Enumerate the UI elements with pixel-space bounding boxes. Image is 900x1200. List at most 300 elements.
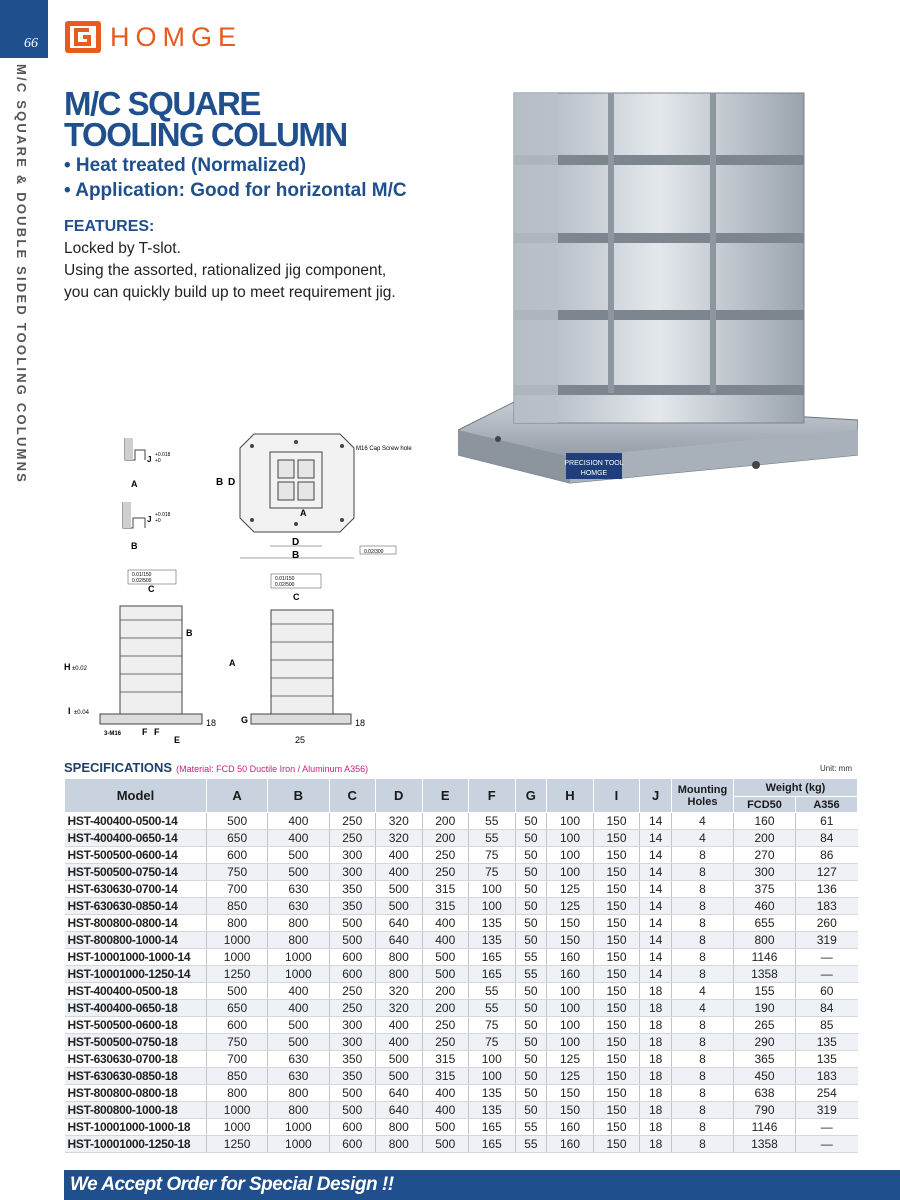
table-cell: 18 [640, 1017, 672, 1034]
col-a356: A356 [796, 797, 858, 813]
table-cell: 254 [796, 1085, 858, 1102]
side-section-title: M/C SQUARE & DOUBLE SIDED TOOLING COLUMNS [14, 64, 29, 485]
table-cell: 50 [515, 1102, 547, 1119]
table-cell: 400 [376, 1017, 423, 1034]
table-cell: 500 [329, 1085, 376, 1102]
svg-text:H: H [64, 662, 71, 672]
side-view-drawing-left [60, 568, 220, 748]
table-cell: 150 [593, 881, 640, 898]
table-cell: 55 [469, 1000, 516, 1017]
table-cell: 850 [207, 898, 268, 915]
table-cell: 8 [672, 898, 734, 915]
table-cell: 55 [515, 949, 547, 966]
col-model: Model [65, 779, 207, 813]
table-cell: 8 [672, 881, 734, 898]
table-row [65, 898, 858, 915]
svg-text:25: 25 [295, 735, 306, 745]
table-cell: 135 [796, 1034, 858, 1051]
table-cell: 600 [329, 949, 376, 966]
table-cell: 100 [469, 881, 516, 898]
table-cell: 800 [268, 1102, 329, 1119]
table-cell: 250 [329, 983, 376, 1000]
table-cell: 200 [734, 830, 796, 847]
table-cell: 50 [515, 898, 547, 915]
table-cell: 55 [469, 830, 516, 847]
table-cell: 500 [422, 1136, 469, 1153]
table-cell: 100 [469, 1051, 516, 1068]
table-cell: 61 [796, 813, 858, 830]
table-row [65, 864, 858, 881]
table-cell: 150 [593, 830, 640, 847]
table-cell: — [796, 1136, 858, 1153]
col-a: A [207, 779, 268, 813]
spec-material: (Material: FCD 50 Ductile Iron / Aluminum A356) [176, 764, 369, 774]
page-number: 66 [0, 0, 48, 58]
table-cell: 75 [469, 864, 516, 881]
table-cell: 1000 [207, 932, 268, 949]
spec-table [64, 778, 858, 1153]
table-cell: 250 [422, 864, 469, 881]
table-cell: 800 [376, 1136, 423, 1153]
table-cell: 75 [469, 847, 516, 864]
table-row [65, 830, 858, 847]
table-cell: 50 [515, 830, 547, 847]
svg-text:+0: +0 [155, 458, 161, 464]
table-cell: 150 [593, 1136, 640, 1153]
feature-line: Locked by T-slot. [64, 240, 181, 257]
col-c: C [329, 779, 376, 813]
table-cell: 86 [796, 847, 858, 864]
table-cell: 400 [422, 1102, 469, 1119]
table-cell: 160 [734, 813, 796, 830]
table-cell: 183 [796, 898, 858, 915]
cell-model: HST-630630-0850-18 [65, 1068, 207, 1085]
svg-text:B: B [216, 477, 224, 488]
table-cell: 300 [329, 847, 376, 864]
plate-brand: HOMGE [580, 470, 608, 477]
top-view-drawing [212, 430, 432, 560]
table-cell: 18 [640, 1119, 672, 1136]
table-cell: 500 [329, 915, 376, 932]
table-cell: 500 [376, 881, 423, 898]
svg-text:M16 Cap Screw hole: M16 Cap Screw hole [356, 446, 412, 452]
svg-text:+0: +0 [155, 518, 161, 524]
svg-text:C: C [148, 584, 155, 594]
table-cell: 640 [376, 932, 423, 949]
table-cell: 14 [640, 813, 672, 830]
brand-wordmark: HOMGE [110, 22, 243, 52]
table-cell: 14 [640, 830, 672, 847]
table-cell: 650 [207, 1000, 268, 1017]
table-cell: 375 [734, 881, 796, 898]
table-cell: 800 [376, 1119, 423, 1136]
table-cell: 14 [640, 966, 672, 983]
table-cell: 600 [329, 1136, 376, 1153]
table-cell: 50 [515, 864, 547, 881]
table-cell: 135 [469, 1102, 516, 1119]
table-cell: 500 [422, 1119, 469, 1136]
table-cell: 400 [422, 932, 469, 949]
table-cell: 638 [734, 1085, 796, 1102]
table-cell: 1000 [207, 1119, 268, 1136]
table-cell: 600 [207, 847, 268, 864]
table-cell: 50 [515, 881, 547, 898]
cell-model: HST-500500-0750-18 [65, 1034, 207, 1051]
table-cell: 18 [640, 1034, 672, 1051]
table-cell: 630 [268, 898, 329, 915]
table-cell: 18 [640, 983, 672, 1000]
cell-model: HST-800800-1000-18 [65, 1102, 207, 1119]
table-cell: 150 [547, 1085, 594, 1102]
table-cell: 1358 [734, 966, 796, 983]
table-cell: 100 [547, 1034, 594, 1051]
table-cell: 350 [329, 898, 376, 915]
table-cell: 14 [640, 915, 672, 932]
table-cell: 160 [547, 966, 594, 983]
col-f: F [469, 779, 516, 813]
table-cell: 350 [329, 1068, 376, 1085]
table-cell: 8 [672, 966, 734, 983]
table-cell: 50 [515, 1034, 547, 1051]
table-cell: 700 [207, 1051, 268, 1068]
table-cell: 55 [515, 1136, 547, 1153]
table-row [65, 966, 858, 983]
table-cell: 165 [469, 949, 516, 966]
table-cell: 250 [329, 830, 376, 847]
table-cell: 84 [796, 1000, 858, 1017]
table-cell: 500 [207, 983, 268, 1000]
table-row [65, 813, 858, 830]
feature-line: you can quickly build up to meet requirement jig. [64, 284, 396, 301]
table-cell: — [796, 1119, 858, 1136]
table-cell: 150 [593, 983, 640, 1000]
table-cell: 400 [422, 1085, 469, 1102]
table-cell: 800 [207, 1085, 268, 1102]
table-cell: 800 [734, 932, 796, 949]
table-cell: 400 [268, 983, 329, 1000]
svg-text:I: I [68, 706, 71, 716]
table-cell: 165 [469, 1136, 516, 1153]
cell-model: HST-800800-0800-14 [65, 915, 207, 932]
table-cell: 315 [422, 898, 469, 915]
table-cell: 150 [593, 1051, 640, 1068]
table-cell: 460 [734, 898, 796, 915]
table-cell: 50 [515, 932, 547, 949]
table-cell: 18 [640, 1085, 672, 1102]
tslot-detail-drawing [105, 430, 205, 560]
table-cell: 8 [672, 847, 734, 864]
title-line-1: M/C SQUARE [64, 85, 260, 122]
cell-model: HST-10001000-1000-18 [65, 1119, 207, 1136]
table-cell: 800 [376, 949, 423, 966]
svg-text:G: G [241, 715, 249, 725]
cell-model: HST-630630-0850-14 [65, 898, 207, 915]
table-row [65, 932, 858, 949]
table-cell: 50 [515, 1068, 547, 1085]
table-cell: 500 [329, 932, 376, 949]
table-cell: 1000 [207, 1102, 268, 1119]
table-cell: 600 [329, 966, 376, 983]
table-cell: 18 [640, 1000, 672, 1017]
table-cell: 500 [268, 864, 329, 881]
table-cell: 50 [515, 1000, 547, 1017]
spec-table-body [65, 813, 858, 1153]
table-cell: 8 [672, 1102, 734, 1119]
table-cell: 160 [547, 1119, 594, 1136]
table-cell: 8 [672, 864, 734, 881]
table-cell: 18 [640, 1068, 672, 1085]
table-cell: 50 [515, 983, 547, 1000]
table-cell: 150 [593, 932, 640, 949]
table-cell: 14 [640, 864, 672, 881]
col-d: D [376, 779, 423, 813]
svg-text:B: B [186, 628, 193, 638]
col-g: G [515, 779, 547, 813]
table-cell: 50 [515, 1085, 547, 1102]
svg-text:J: J [147, 515, 152, 524]
table-cell: 150 [593, 1068, 640, 1085]
table-cell: 55 [515, 966, 547, 983]
table-cell: 150 [593, 864, 640, 881]
table-cell: 800 [207, 915, 268, 932]
table-cell: 8 [672, 932, 734, 949]
table-cell: 250 [329, 1000, 376, 1017]
table-cell: 320 [376, 830, 423, 847]
svg-text:±0.04: ±0.04 [74, 710, 89, 716]
col-mounting-holes: Mounting Holes [672, 779, 734, 813]
table-cell: 319 [796, 932, 858, 949]
table-cell: 200 [422, 813, 469, 830]
table-cell: 14 [640, 847, 672, 864]
table-cell: 150 [593, 813, 640, 830]
table-cell: 75 [469, 1034, 516, 1051]
table-cell: 8 [672, 1119, 734, 1136]
cell-model: HST-500500-0600-14 [65, 847, 207, 864]
svg-text:±0.02: ±0.02 [72, 666, 87, 672]
table-row [65, 1000, 858, 1017]
table-cell: 790 [734, 1102, 796, 1119]
table-cell: 630 [268, 1051, 329, 1068]
table-row [65, 1068, 858, 1085]
table-cell: 1000 [268, 1136, 329, 1153]
cell-model: HST-10001000-1250-14 [65, 966, 207, 983]
table-cell: 319 [796, 1102, 858, 1119]
table-cell: 4 [672, 830, 734, 847]
table-cell: 270 [734, 847, 796, 864]
table-cell: 100 [547, 983, 594, 1000]
table-cell: 150 [593, 949, 640, 966]
table-cell: 700 [207, 881, 268, 898]
bullet-application: • Application: Good for horizontal M/C [64, 180, 407, 201]
col-h: H [547, 779, 594, 813]
table-row [65, 1102, 858, 1119]
table-cell: 350 [329, 881, 376, 898]
table-cell: 400 [376, 1034, 423, 1051]
col-i: I [593, 779, 640, 813]
cell-model: HST-10001000-1250-18 [65, 1136, 207, 1153]
svg-text:0.02/300: 0.02/300 [364, 549, 384, 555]
table-cell: 50 [515, 813, 547, 830]
table-row [65, 1034, 858, 1051]
table-cell: 1146 [734, 1119, 796, 1136]
table-cell: 1000 [268, 949, 329, 966]
table-cell: 350 [329, 1051, 376, 1068]
svg-text:F: F [154, 727, 160, 737]
table-cell: 250 [422, 1017, 469, 1034]
table-cell: 85 [796, 1017, 858, 1034]
table-cell: 135 [469, 932, 516, 949]
table-cell: 165 [469, 1119, 516, 1136]
table-cell: 630 [268, 881, 329, 898]
bullet-heat-treated: • Heat treated (Normalized) [64, 155, 307, 176]
table-cell: 14 [640, 932, 672, 949]
table-cell: 500 [207, 813, 268, 830]
table-cell: 500 [268, 847, 329, 864]
cell-model: HST-800800-0800-18 [65, 1085, 207, 1102]
table-cell: 50 [515, 847, 547, 864]
table-cell: 1146 [734, 949, 796, 966]
table-cell: 630 [268, 1068, 329, 1085]
svg-text:18: 18 [206, 718, 217, 728]
table-cell: 50 [515, 915, 547, 932]
table-cell: 14 [640, 898, 672, 915]
table-cell: 1000 [268, 966, 329, 983]
table-cell: 4 [672, 1000, 734, 1017]
page-title [64, 85, 347, 153]
svg-text:J: J [147, 455, 152, 464]
table-row [65, 1085, 858, 1102]
svg-text:A: A [229, 658, 236, 668]
table-cell: 250 [329, 813, 376, 830]
table-cell: — [796, 949, 858, 966]
table-cell: 500 [268, 1017, 329, 1034]
table-cell: 18 [640, 1102, 672, 1119]
table-cell: 640 [376, 915, 423, 932]
table-cell: 320 [376, 813, 423, 830]
table-row [65, 1119, 858, 1136]
table-cell: 850 [207, 1068, 268, 1085]
table-cell: 60 [796, 983, 858, 1000]
table-cell: 84 [796, 830, 858, 847]
table-cell: 1250 [207, 1136, 268, 1153]
svg-text:D: D [292, 537, 300, 548]
table-cell: 155 [734, 983, 796, 1000]
table-row [65, 847, 858, 864]
footer-banner: We Accept Order for Special Design !! [64, 1170, 900, 1200]
table-cell: 800 [268, 1085, 329, 1102]
table-cell: 100 [547, 813, 594, 830]
table-cell: 400 [376, 847, 423, 864]
features-heading: FEATURES: [64, 218, 155, 235]
table-cell: 135 [469, 1085, 516, 1102]
table-cell: 800 [268, 932, 329, 949]
table-cell: 500 [376, 1068, 423, 1085]
svg-text:A: A [131, 479, 138, 489]
col-e: E [422, 779, 469, 813]
unit-label: Unit: mm [820, 764, 852, 773]
table-cell: 150 [593, 1119, 640, 1136]
table-row [65, 915, 858, 932]
table-cell: 150 [547, 915, 594, 932]
table-cell: 600 [207, 1017, 268, 1034]
table-cell: 100 [469, 1068, 516, 1085]
table-row [65, 983, 858, 1000]
table-cell: 8 [672, 1051, 734, 1068]
cell-model: HST-400400-0500-18 [65, 983, 207, 1000]
table-cell: 500 [268, 1034, 329, 1051]
table-cell: 1000 [268, 1119, 329, 1136]
table-cell: 500 [422, 949, 469, 966]
table-cell: 190 [734, 1000, 796, 1017]
svg-text:0.02/500: 0.02/500 [132, 578, 152, 584]
svg-text:0.01/150: 0.01/150 [132, 572, 152, 578]
svg-text:B: B [292, 550, 300, 560]
table-cell: 500 [422, 966, 469, 983]
plate-label: PRECISION TOOL [564, 460, 624, 467]
table-cell: 315 [422, 881, 469, 898]
table-cell: 160 [547, 1136, 594, 1153]
svg-text:B: B [131, 541, 138, 551]
table-cell: 100 [547, 1000, 594, 1017]
table-cell: 800 [376, 966, 423, 983]
logo-mark-icon [64, 20, 102, 54]
table-cell: 1250 [207, 966, 268, 983]
table-cell: 150 [547, 932, 594, 949]
table-cell: 135 [796, 1051, 858, 1068]
table-cell: 8 [672, 1136, 734, 1153]
table-cell: 55 [515, 1119, 547, 1136]
table-cell: 160 [547, 949, 594, 966]
table-cell: 300 [329, 864, 376, 881]
table-cell: 4 [672, 983, 734, 1000]
table-cell: 640 [376, 1085, 423, 1102]
table-cell: 300 [329, 1017, 376, 1034]
svg-text:E: E [174, 735, 181, 745]
table-row [65, 1017, 858, 1034]
table-cell: 100 [547, 864, 594, 881]
table-cell: 150 [593, 847, 640, 864]
table-cell: 125 [547, 1051, 594, 1068]
cell-model: HST-500500-0750-14 [65, 864, 207, 881]
table-row [65, 1136, 858, 1153]
table-cell: 650 [207, 830, 268, 847]
table-cell: 290 [734, 1034, 796, 1051]
table-cell: 165 [469, 966, 516, 983]
table-cell: 100 [469, 898, 516, 915]
table-cell: 320 [376, 983, 423, 1000]
column-body [514, 93, 804, 423]
table-cell: 150 [593, 898, 640, 915]
side-view-drawing-right [225, 568, 375, 748]
table-cell: 800 [268, 915, 329, 932]
table-cell: 100 [547, 1017, 594, 1034]
table-cell: 75 [469, 1017, 516, 1034]
spec-heading [64, 760, 368, 775]
table-cell: 320 [376, 1000, 423, 1017]
svg-text:+0.018: +0.018 [155, 452, 171, 458]
table-cell: 125 [547, 1068, 594, 1085]
table-cell: 450 [734, 1068, 796, 1085]
table-cell: 315 [422, 1051, 469, 1068]
svg-text:F: F [142, 727, 148, 737]
table-cell: 125 [547, 881, 594, 898]
table-cell: 136 [796, 881, 858, 898]
table-cell: 14 [640, 881, 672, 898]
table-cell: 150 [593, 966, 640, 983]
table-cell: 150 [593, 1000, 640, 1017]
table-cell: 200 [422, 1000, 469, 1017]
sidebar [0, 0, 48, 1200]
